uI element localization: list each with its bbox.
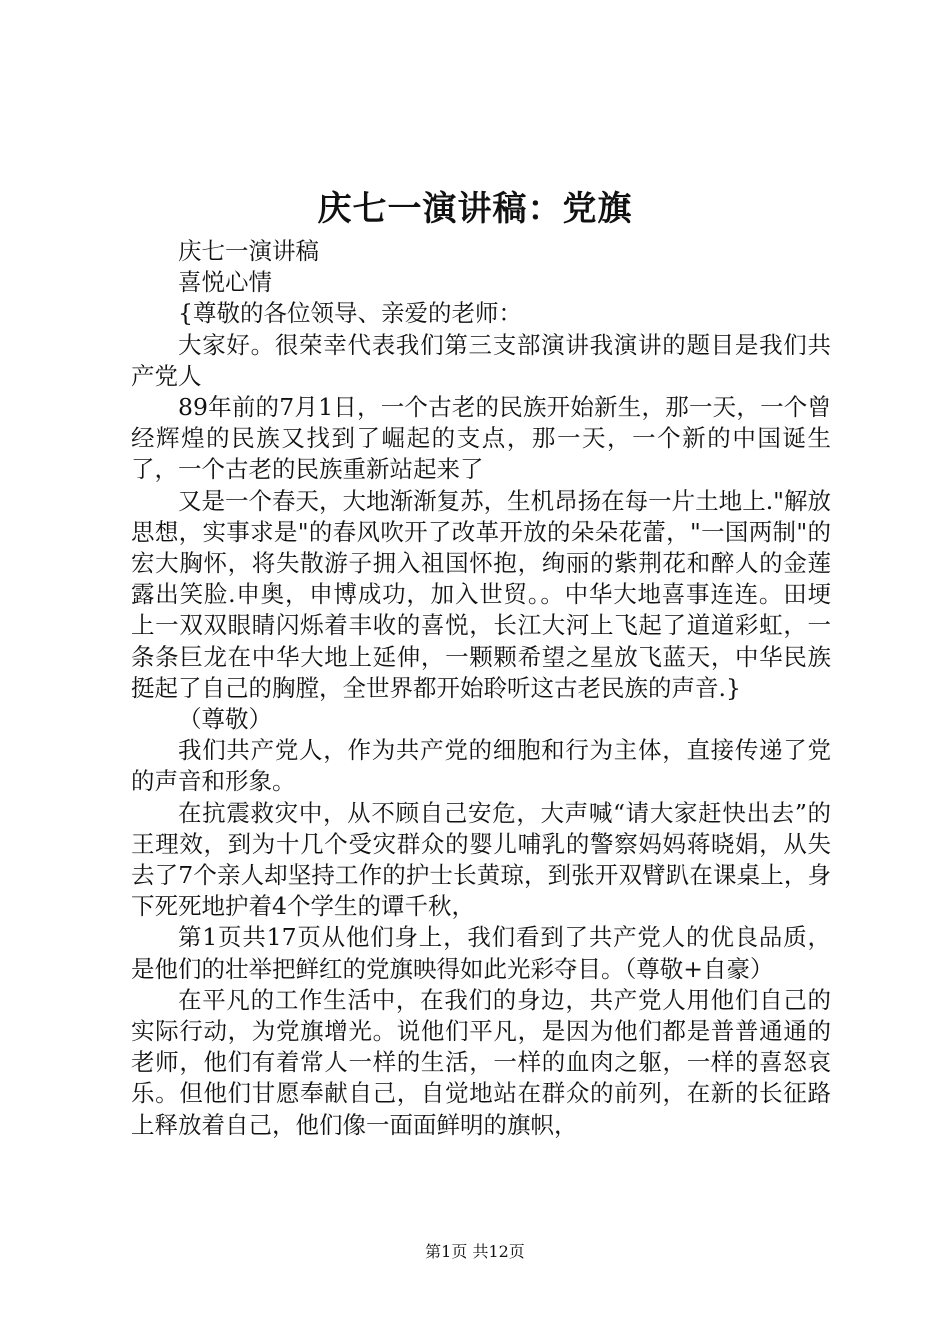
paragraph: 第1页共17页从他们身上，我们看到了共产党人的优良品质，是他们的壮举把鲜红的党旗映得如此光彩夺目。（尊敬+自豪） — [131, 923, 831, 983]
paragraph: 在平凡的工作生活中，在我们的身边，共产党人用他们自己的实际行动，为党旗增光。说他们平凡，是因为他们都是普普通通的老师，他们有着常人一样的生活，一样的血肉之躯，一样的喜怒哀乐。但他们甘愿奉献自己，自觉地站在群众的前列，在新的长征路上释放着自己，他们像一面面鲜明的旗帜， — [131, 985, 831, 1139]
paragraph: 在抗震救灾中，从不顾自己安危，大声喊“请大家赶快出去”的王理效，到为十几个受灾群众的婴儿哺乳的警察妈妈蒋晓娟，从失去了7个亲人却坚持工作的护士长黄琼，到张开双臂趴在课桌上，身下死死地护着4个学生的谭千秋， — [131, 798, 831, 921]
paragraph: {尊敬的各位领导、亲爱的老师： — [178, 299, 522, 328]
paragraph: 我们共产党人，作为共产党的细胞和行为主体，直接传递了党的声音和形象。 — [131, 736, 831, 796]
paragraph: 又是一个春天，大地渐渐复苏，生机昂扬在每一片土地上."解放思想，实事求是"的春风吹开了改革开放的朵朵花蕾，"一国两制"的宏大胸怀，将失散游子拥入祖国怀抱，绚丽的紫荆花和醉人的金莲露出笑脸.申奥，申博成功，加入世贸。。中华大地喜事连连。田埂上一双双眼睛闪烁着丰收的喜悦，长江大河上飞起了道道彩虹，一条条巨龙在中华大地上延伸，一颗颗希望之星放飞蓝天，中华民族挺起了自己的胸膛，全世界都开始聆听这古老民族的声音.} — [131, 486, 831, 702]
page-footer: 第1页 共12页 — [425, 1242, 525, 1261]
document-body — [131, 236, 831, 1141]
document-title: 庆七一演讲稿：党旗 — [317, 189, 633, 229]
paragraph: 喜悦心情 — [178, 268, 272, 297]
paragraph: 大家好。很荣幸代表我们第三支部演讲我演讲的题目是我们共产党人 — [131, 330, 831, 390]
paragraph: 89年前的7月1日，一个古老的民族开始新生，那一天，一个曾经辉煌的民族又找到了崛起的支点，那一天，一个新的中国诞生了，一个古老的民族重新站起来了 — [131, 393, 831, 484]
paragraph: 庆七一演讲稿 — [178, 237, 319, 265]
paragraph: （尊敬） — [178, 705, 272, 734]
